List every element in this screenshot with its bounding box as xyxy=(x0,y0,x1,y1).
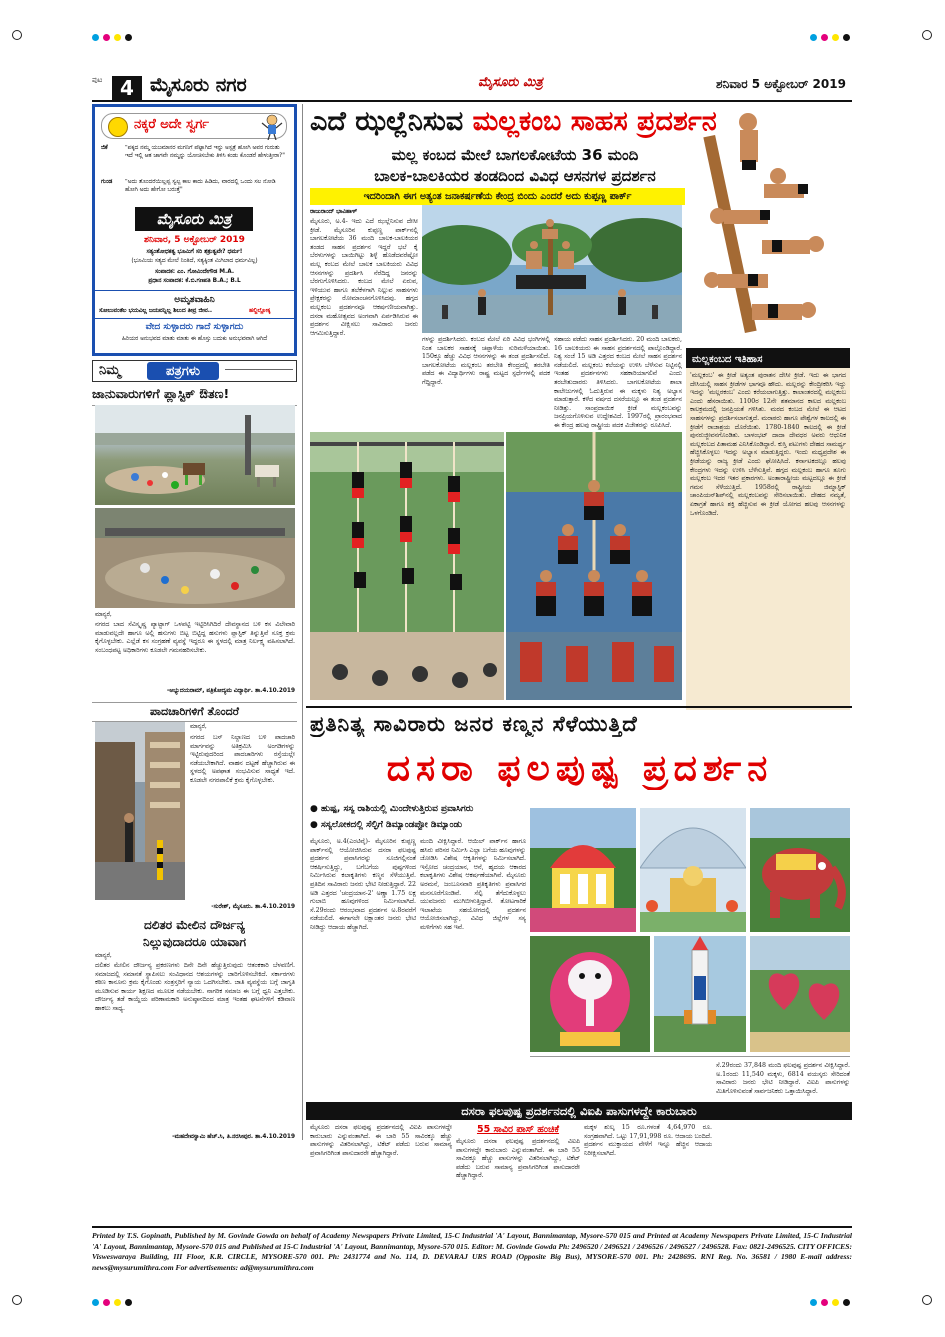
registration-mark xyxy=(12,1295,22,1305)
divider xyxy=(530,1056,850,1057)
vip-body-col-3: ಮಕ್ಕಳ ಶುಲ್ಕ 15 ರೂ.ಗಳಂತೆ 4,64,970 ರೂ. ಸಂಗ್ರಹವಾಗಿದೆ. ಒಟ್ಟು 17,91,998 ರೂ. ಆದಾಯ ಬಂದಿದೆ. ಪ್ರದರ್ಶನ ಮುಕ್ತಾಯದ ವೇಳೆಗೆ ಇನ್ನೂ ಹೆಚ್ಚಿನ ಆದಾಯ ನಿರೀಕ್ಷಿಸಲಾಗಿದೆ. xyxy=(584,1124,712,1157)
amruthavahini-source: ಹಲ್ದಿಲ್ಲೋಕ್ಕ xyxy=(249,308,271,314)
photo-flower-ganesha xyxy=(530,936,650,1052)
color-bar xyxy=(810,1299,850,1306)
section-rule xyxy=(306,706,852,708)
mallakamba-subhead-2: ಬಾಲಕ-ಬಾಲಕಿಯರ ತಂಡದಿಂದ ವಿವಿಧ ಆಸನಗಳ ಪ್ರದರ್ಶನ xyxy=(374,167,656,185)
footer-rule xyxy=(92,1226,852,1228)
masthead-logo: ಮೈಸೂರು ಮಿತ್ರ xyxy=(135,207,253,231)
amruthavahini-line: ಸೋಲುವಂತೆಲ ಭಯವಿಲ್ಲ ಜಯವನ್ನಿಲ್ಲ ಶಿಲುದ ತೀವ್ರ ಜೀವ.. xyxy=(99,308,213,314)
photo-flower-elephant xyxy=(750,808,850,932)
column-separator xyxy=(302,104,303,1140)
divider xyxy=(95,318,294,319)
joke-q-label: ಜಿಕೆ xyxy=(101,145,108,151)
letters-banner-title: ಪತ್ರಗಳು xyxy=(147,362,219,380)
editor-line: ಸಂಪಾದಕ: ಎಂ. ಗೋವಿಂದೇಗೌಡ M.A. xyxy=(154,269,235,275)
amruthavahini-title: ಅಮೃತವಾಹಿನಿ xyxy=(174,295,215,305)
mallakamba-headline xyxy=(310,106,717,138)
color-bar xyxy=(92,34,132,41)
registration-mark xyxy=(922,1295,932,1305)
letter-3-signature: -ಮಹದೇವಸ್ವಾಮಿ ಹೆಚ್.ಸಿ, ತಿ.ನರಸೀಪುರ. ತಾ.4.10.2019 xyxy=(172,1134,295,1140)
joke-title: ನಕ್ಕರೆ ಅದೇ ಸ್ವರ್ಗ xyxy=(134,117,209,132)
photo-cattle-garbage xyxy=(95,405,295,505)
mallakamba-subhead-1: ಮಲ್ಲ ಕಂಬದ ಮೇಲೆ ಬಾಗಲಕೋಟೆಯ 36 ಮಂದಿ xyxy=(391,146,639,164)
letter-1-greeting: ಮಾನ್ಯರೆ, xyxy=(95,612,112,618)
divider xyxy=(95,290,294,291)
masthead-small: ಮೈಸೂರು ಮಿತ್ರ xyxy=(478,75,543,90)
dasara-bullet-1: ● ಹುಷ್ಪ, ಸಸ್ಯ ರಾಶಿಯಲ್ಲಿ ಮಿಂದೇಳುತ್ತಿರುವ ಪ್ರವಾಸಿಗರು xyxy=(310,804,474,814)
dasara-bullet-2: ● ಸಸ್ಯಲೋಕದಲ್ಲಿ ಸೆಲ್ಫಿಗೆ ಡಿಮ್ಯಾಂಡಪ್ಪೋ ಡಿಮ್ಯಾಂಡು xyxy=(310,820,463,830)
photo-flower-pavilion xyxy=(530,808,636,932)
section-title: ಮೈಸೂರು ನಗರ xyxy=(150,74,247,96)
dasara-bullet-2-text: ಸಸ್ಯಲೋಕದಲ್ಲಿ ಸೆಲ್ಫಿಗೆ ಡಿಮ್ಯಾಂಡಪ್ಪೋ ಡಿಮ್ಯಾಂಡು xyxy=(321,820,463,830)
masthead-motto-translation: (ಭೂಮಿಯ ಸತ್ಯದ ಮೇಲೆ ನಿಂತಿದೆ, ಸತ್ಯಕ್ಕಿಂತ ಮಿಗಿಲಾದ ಧರ್ಮವಿಲ್ಲ) xyxy=(131,258,258,264)
letter-3-title-line-1: ದಲಿತರ ಮೇಲಿನ ದೌರ್ಜನ್ಯ xyxy=(144,918,245,932)
letter-3-greeting: ಮಾನ್ಯರೆ, xyxy=(95,953,112,959)
cartoon-figure-icon xyxy=(260,114,284,140)
letter-2-greeting: ಮಾನ್ಯರೆ, xyxy=(190,724,207,730)
banner-line xyxy=(225,369,293,370)
photo-mallakamba-boys-pole xyxy=(688,104,850,344)
registration-mark xyxy=(922,30,932,40)
mallakamba-strap: ಇದರಿಂದಾಗಿ ಈಗ ಅತ್ಯಂತ ಜನಾಕರ್ಷಣೆಯ ಕೇಂದ್ರ ಬಿಂದು ಎಂದರೆ ಅದು ಕುಪ್ಪಣ್ಣ ಪಾರ್ಕ್ xyxy=(310,188,685,205)
issue-date: ಶನಿವಾರ, 5 ಅಕ್ಟೋಬರ್ 2019 xyxy=(144,235,245,245)
letter-3-title-line-2: ನಿಲ್ಲುವುದಾದರೂ ಯಾವಾಗ xyxy=(143,935,246,949)
color-bar xyxy=(92,1299,132,1306)
headline-black-part: ಎದೆ ಝಲ್ಲೆನಿಸುವ xyxy=(310,106,464,137)
mallakamba-byline: ರಾಜುರಾಂದ್ ಭಾವಿಹಾಳ್ xyxy=(310,209,358,215)
letter-2-signature: -ಸುರೇಶ್, ಮೈಸೂರು. ತಾ.4.10.2019 xyxy=(211,904,295,910)
left-masthead-box xyxy=(92,104,297,356)
laughing-face-icon xyxy=(108,117,128,137)
joke-a-label: ಗುಂಡ xyxy=(101,179,113,185)
joke-banner xyxy=(101,113,287,139)
masthead-motto: ಸತ್ಯಂಶೋಧಕತ್ವ ಭೂಮಿಗೆ ಸರಿ ಶತ್ರುತ್ವವೇ? ಧರ್ಮ! xyxy=(146,249,243,255)
history-title: ಮಲ್ಲಕಂಬದ ಇತಿಹಾಸ xyxy=(686,350,850,368)
dasara-kicker: ಪ್ರತಿನಿತ್ಯ ಸಾವಿರಾರು ಜನರ ಕಣ್ಮನ ಸೆಳೆಯುತ್ತಿದೆ xyxy=(310,712,638,736)
dasara-bullet-1-text: ಹುಷ್ಪ, ಸಸ್ಯ ರಾಶಿಯಲ್ಲಿ ಮಿಂದೇಳುತ್ತಿರುವ ಪ್ರವಾಸಿಗರು xyxy=(321,804,474,814)
photo-footpath xyxy=(95,722,185,900)
vip-body-col-2: ಮೈಸೂರು ದಸರಾ ಫಲಪುಷ್ಪ ಪ್ರದರ್ಶನದಲ್ಲಿ ವಿಐಪಿ ಪಾಸುಗಳದ್ದೇ ಕಾರುಬಾರು ಎನ್ನುವಂತಾಗಿದೆ. ಈ ಬಾರಿ 55 ಸಾವಿರಕ್ಕೂ ಹೆಚ್ಚು ಪಾಸುಗಳನ್ನು ವಿತರಿಸಲಾಗಿದ್ದು, ಟಿಕೆಟ್ ಪಡೆದು ಬರುವ ಸಾಮಾನ್ಯ ಪ್ರವಾಸಿಗರಿಗಿಂತ ಪಾಸುದಾರರೇ ಹೆಚ್ಚಾಗಿದ್ದಾರೆ. xyxy=(456,1138,580,1180)
page-date: ಶನಿವಾರ 5 ಅಕ್ಟೋಬರ್ 2019 xyxy=(716,77,846,91)
headline-red-part: ಮಲ್ಲಕಂಬ ಸಾಹಸ ಪ್ರದರ್ಶನ xyxy=(472,106,717,137)
letter-1-body: ನಗರದ ಬಾದ ಸೆವಿಸ್ಕೃಷ್ಣ ಪ್ಯಾಟ್ಟಾಗ್ ಒಳಪಟ್ಟಿ ಇಟ್ಟಿರಿಸಿಗಿದಿರೆ ದೇವಸ್ಥಾನದ ಬಳಿ ಕಸ ವಿಲೇವಾರಿ ಮಾಡುವಲ್ಲದೇ ಹಾಗೂ ಅಲ್ಲಿ ಹಸುಗಳು ಬಿಟ್ಟ ಬಿಟ್ಟಿದ್ದ ಹಸುಗಳು ಪ್ಲಾಸ್ಟಿಕ್ ತಿನ್ನುತ್ತಿವೆ ಸೂಕ್ತ ಕ್ರಮ ಕೈಗೊಳ್ಳಬೇಕು. ಎಲ್ಲೆಡೆ ಕಸ ಸಂಗ್ರಹಣೆ ವ್ಯವಸ್ಥೆ ಇದ್ದರೂ ಈ ಸ್ಥಳದಲ್ಲಿ ಮಾತ್ರ ನಿರ್ಲಕ್ಷ್ಯ ವಹಿಸಲಾಗಿದೆ. ಸಂಬಂಧಪಟ್ಟ ಅಧಿಕಾರಿಗಳು ಕೂಡಲೇ ಗಮನಹರಿಸಬೇಕು. xyxy=(95,621,295,654)
mallakamba-body-col-1: ಮೈಸೂರು, ಅ.4- ಇದು ಎದೆ ಝಲ್ಲೆನಿಸುವ ದೇಸೀ ಕ್ರೀಡೆ. ಮೈಸೂರಿನ ಕುಪ್ಪಣ್ಣ ಪಾರ್ಕ್‌ನಲ್ಲಿ ಬಾಗಲಕೋಟೆಯ 36 ಮಂದಿ ಬಾಲಕ-ಬಾಲಕಿಯರ ತಂಡದ ಸಾಹಸ ಪ್ರದರ್ಶನ ಇದ್ದರೆ ಭಲೆ ಕೈ ಬೆರಳುಗಳನ್ನು ಬಾಯಿಗಿಟ್ಟು ಶಿಳ್ಳೆ ಹೊಡೆದವರೆಷ್ಟೋ ಮಲ್ಲ ಕಂಬದ ಮೇಲೆ ಬಾಲಕ ಬಾಲಕಿಯರು ವಿವಿಧ ಆಸನಗಳನ್ನು ಪ್ರದರ್ಶಿಸಿ ನೆರೆದಿದ್ದ ಜನರನ್ನು ಬೆರಗುಗೊಳಿಸಿದರು. ಕಂಬದ ಮೇಲೆ ಏರುವ, ಇಳಿಯುವ ಹಾಗೂ ತಲೆಕೆಳಗಾಗಿ ನಿಲ್ಲುವ ಸಾಹಸಗಳು ಪ್ರೇಕ್ಷಕರನ್ನು ರೋಮಾಂಚನಗೊಳಿಸಿದವು. ಹಗ್ಗದ ಮಲ್ಲಕಂಬ ಪ್ರದರ್ಶನವೂ ಆಕರ್ಷಣೀಯವಾಗಿತ್ತು. ದಸರಾ ಮಹೋತ್ಸವದ ಅಂಗವಾಗಿ ಏರ್ಪಡಿಸಿರುವ ಈ ಪ್ರದರ್ಶನ ವೀಕ್ಷಿಸಲು ಸಾವಿರಾರು ಜನರು ಆಗಮಿಸುತ್ತಿದ್ದಾರೆ. xyxy=(310,218,418,337)
history-body: 'ಮಲ್ಲಕಂಬ' ಈ ಕ್ರೀಡೆ ಅತ್ಯಂತ ಪುರಾತನ ದೇಸೀ ಕ್ರೀಡೆ. ಇದು ಈ ಭಾಗದ ದೇಸಿಯಲ್ಲಿ ಸಾಹಸ ಕ್ರೀಡೆಗಳ ಭಾಗವೂ ಹೌದು. ಮಲ್ಲರನ್ನು ಕೇಂದ್ರೀಕರಿಸಿ ಇದ್ದು ಇದನ್ನು 'ಮಲ್ಲರಕಂಬ' ಎಂದು ಕರೆಯಲಾಗುತ್ತಿತ್ತು. ಕಾಲಾಂತರದಲ್ಲಿ ಮಲ್ಲಕಂಬ ಎಂದು ಹೆಸರಾಯಿತು. 1100ರ 12ನೇ ಶತಮಾನದ ಕಾಲದ ಮಲ್ಲಕಂಬ ಕಾಲಕ್ರಮದಲ್ಲಿ ಜನಪ್ರಿಯತೆ ಗಳಿಸಿತು. ಮರದ ಕಂಬದ ಮೇಲೆ ಈ ಆಟದ ಸಾಹಸಗಳನ್ನು ಪ್ರದರ್ಶಿಸಲಾಗುತ್ತದೆ. ಮರಾಠರು ಹಾಗೂ ಪೇಶ್ವೆಗಳ ಕಾಲದಲ್ಲಿ ಈ ಕ್ರೀಡೆಗೆ ರಾಜಾಶ್ರಯ ದೊರೆಯಿತು. 1780-1840 ಕಾಲದಲ್ಲಿ ಈ ಕ್ರೀಡೆ ಪುನರುಜ್ಜೀವನಗೊಂಡಿತು. ಬಾಳಂಭಟ್ ದಾದಾ ದೇವಧರ ಅವರು ಆಧುನಿಕ ಮಲ್ಲಕಂಬದ ಪಿತಾಮಹ ಎನಿಸಿಕೊಂಡಿದ್ದಾರೆ. ಕುಸ್ತಿ ಪಟುಗಳು ದೇಹದ ಸಾಮರ್ಥ್ಯ ಹೆಚ್ಚಿಸಿಕೊಳ್ಳಲು ಇದನ್ನು ಅಭ್ಯಾಸ ಮಾಡುತ್ತಿದ್ದರು. ಇಂದು ಮಧ್ಯಪ್ರದೇಶ ಈ ಕ್ರೀಡೆಯನ್ನು ರಾಜ್ಯ ಕ್ರೀಡೆ ಎಂದು ಘೋಷಿಸಿದೆ. ಕರ್ನಾಟಕದಲ್ಲೂ ಹಲವು ಕೇಂದ್ರಗಳು ಇದನ್ನು ಉಳಿಸಿ ಬೆಳೆಸುತ್ತಿವೆ. ಹಗ್ಗದ ಮಲ್ಲಕಂಬ ಹಾಗೂ ತೂಗು ಮಲ್ಲಕಂಬ ಇದರ ಇತರ ಪ್ರಕಾರಗಳು. ಅಂತಾರಾಷ್ಟ್ರೀಯ ಮಟ್ಟದಲ್ಲೂ ಈ ಕ್ರೀಡೆ ಗಮನ ಸೆಳೆಯುತ್ತಿದೆ. 1958ರಲ್ಲಿ ರಾಷ್ಟ್ರೀಯ ಜಿಮ್ನಾಸ್ಟಿಕ್ ಚಾಂಪಿಯನ್‌ಶಿಪ್‌ನಲ್ಲಿ ಮಲ್ಲಕಂಬವನ್ನು ಸೇರಿಸಲಾಯಿತು. ದೇಹದ ನಮ್ಯತೆ, ಏಕಾಗ್ರತೆ ಹಾಗೂ ಶಕ್ತಿ ಹೆಚ್ಚಿಸುವ ಈ ಕ್ರೀಡೆ ಯೋಗದ ಹಲವು ಆಸನಗಳನ್ನು ಒಳಗೊಂಡಿದೆ. xyxy=(690,372,846,517)
vip-subhead: 55 ಸಾವಿರ ಪಾಸ್ ಹಂಚಿಕೆ xyxy=(476,1124,560,1135)
letters-banner xyxy=(92,360,297,382)
header-rule xyxy=(92,100,852,102)
photo-mallakamba-pyramid xyxy=(422,205,682,333)
dasara-body-col-1: ಮೈಸೂರು, ಅ.4(ಎಂಟಿವೈ)- ಮೈಸೂರಿನ ಕುಪ್ಪಣ್ಣ ಪಾರ್ಕ್‌ನಲ್ಲಿ ಆಯೋಜಿಸಿರುವ ದಸರಾ ಫಲಪುಷ್ಪ ಪ್ರದರ್ಶನ ಪ್ರವಾಸಿಗರನ್ನು ಸೂಜಿಗಲ್ಲಿನಂತೆ ಆಕರ್ಷಿಸುತ್ತಿದ್ದು, ಬಗೆಬಗೆಯ ಪುಷ್ಪಗಳಿಂದ ನಿರ್ಮಿಸಿರುವ ಕಲಾಕೃತಿಗಳು ಕಣ್ಮನ ಸೆಳೆಯುತ್ತಿವೆ. ಪ್ರತಿದಿನ ಸಾವಿರಾರು ಜನರು ಭೇಟಿ ನೀಡುತ್ತಿದ್ದಾರೆ. 22 ಅಡಿ ಎತ್ತರದ 'ಚಂದ್ರಯಾನ-2' ಅಣ್ಣಾ 1.75 ಲಕ್ಷ ಗುಲಾಬಿ ಹೂವುಗಳಿಂದ ನಿರ್ಮಿಸಲಾಗಿದೆ. ಸೆ.29ರಂದು ಆರಂಭವಾದ ಪ್ರದರ್ಶನ ಅ.8ರವರೆಗೆ ನಡೆಯಲಿದೆ. ಈಗಾಗಲೇ ಲಕ್ಷಾಂತರ ಜನರು ಭೇಟಿ ನೀಡಿದ್ದು ಆದಾಯ ಹೆಚ್ಚಾಗಿದೆ. xyxy=(310,838,416,931)
page-number: 4 xyxy=(112,76,142,100)
mallakamba-body-col-2: ಗಳನ್ನು ಪ್ರದರ್ಶಿಸಿದರು. ಕಂಬದ ಮೇಲೆ ಏರಿ ವಿವಿಧ ಭಂಗಿಗಳಲ್ಲಿ ನಿಂತ ಬಾಲಕರ ಸಾಹಸಕ್ಕೆ ಚಪ್ಪಾಳೆಯ ಸುರಿಮಳೆಯಾಯಿತು. 150ಕ್ಕೂ ಹೆಚ್ಚು ವಿವಿಧ ಆಸನಗಳನ್ನು ಈ ತಂಡ ಪ್ರದರ್ಶಿಸಲಿದೆ. ಬಾಗಲಕೋಟೆಯ ಮಲ್ಲಕಂಬ ತರಬೇತಿ ಕೇಂದ್ರದಲ್ಲಿ ತರಬೇತಿ ಪಡೆದ ಈ ವಿದ್ಯಾರ್ಥಿಗಳು ರಾಷ್ಟ್ರ ಮಟ್ಟದ ಸ್ಪರ್ಧೆಗಳಲ್ಲಿ ಪದಕ ಗೆದ್ದಿದ್ದಾರೆ. xyxy=(422,336,550,386)
page-label: ಪುಟ xyxy=(92,76,103,84)
registration-mark xyxy=(12,30,22,40)
color-bar xyxy=(810,34,850,41)
dasara-body-col-2: ಮಂದಿ ವೀಕ್ಷಿಸಿದ್ದಾರೆ. ಆಯಿಲ್ ಪಾರ್ಕ್‌ನ ಹಾಗೂ ಹಸಿರು ಪರಿಸರ ನಿರ್ಮಿಸಿ ಎಲ್ಲಾ ಬಗೆಯ ಹೂವುಗಳನ್ನು ಜೋಡಿಸಿ ವಿಶೇಷ ಆಕೃತಿಗಳನ್ನು ನಿರ್ಮಿಸಲಾಗಿದೆ. ಇಸ್ರೋದ ಚಂದ್ರಯಾನ, ಆನೆ, ಹೃದಯ ಆಕಾರದ ಕಲಾಕೃತಿಗಳು ವಿಶೇಷ ಆಕರ್ಷಣೆಯಾಗಿವೆ. ಮೈಸೂರು ಅರಮನೆ, ಜಂಬೂಸವಾರಿ ಪ್ರತಿಕೃತಿಗಳು ಪ್ರವಾಸಿಗರ ಮನಸೂರೆಗೊಂಡಿವೆ. ಸೆಲ್ಫಿ ತೆಗೆದುಕೊಳ್ಳಲು ಯುವಜನರು ಮುಗಿಬೀಳುತ್ತಿದ್ದಾರೆ. ತೋಟಗಾರಿಕೆ ಇಲಾಖೆಯ ಸಹಯೋಗದಲ್ಲಿ ಪ್ರದರ್ಶನ ಆಯೋಜಿಸಲಾಗಿದ್ದು, ವಿವಿಧ ಜಿಲ್ಲೆಗಳ ಸಸ್ಯ ಮಳಿಗೆಗಳು ಸಹ ಇವೆ. xyxy=(420,838,526,931)
vip-body-col-1: ಮೈಸೂರು ದಸರಾ ಫಲಪುಷ್ಪ ಪ್ರದರ್ಶನದಲ್ಲಿ ವಿಐಪಿ ಪಾಸುಗಳದ್ದೇ ಕಾರುಬಾರು ಎನ್ನುವಂತಾಗಿದೆ. ಈ ಬಾರಿ 55 ಸಾವಿರಕ್ಕೂ ಹೆಚ್ಚು ಪಾಸುಗಳನ್ನು ವಿತರಿಸಲಾಗಿದ್ದು, ಟಿಕೆಟ್ ಪಡೆದು ಬರುವ ಸಾಮಾನ್ಯ ಪ್ರವಾಸಿಗರಿಗಿಂತ ಪಾಸುದಾರರೇ ಹೆಚ್ಚಾಗಿದ್ದಾರೆ. xyxy=(310,1124,452,1157)
mallakamba-history-box xyxy=(686,348,850,710)
photo-flower-hearts xyxy=(750,936,850,1052)
letters-banner-prefix: ನಿಮ್ಮ xyxy=(99,363,121,378)
mallakamba-body-col-3a: ಸಹಾಯ ಪಡೆದು ಸಾಹಸ ಪ್ರದರ್ಶಿಸಿದರು. 20 ಮಂದಿ ಬಾಲಕರು, 16 ಬಾಲಕಿಯರು ಈ ಸಾಹಸ ಪ್ರದರ್ಶನದಲ್ಲಿ ಪಾಲ್ಗೊಂಡಿದ್ದಾರೆ. ನಿತ್ಯ ಸಂಜೆ 15 ಅಡಿ ಎತ್ತರದ ಕಂಬದ ಮೇಲೆ ಸಾಹಸ ಪ್ರದರ್ಶನ ನಡೆಯಲಿದೆ. ಮಲ್ಲಕಂಬ ಕಲೆಯನ್ನು ಉಳಿಸಿ ಬೆಳೆಸುವ ನಿಟ್ಟಿನಲ್ಲಿ ಇಂತಹ ಪ್ರದರ್ಶನಗಳು ಸಹಕಾರಿಯಾಗಲಿವೆ ಎಂದು ತರಬೇತುದಾರರು ತಿಳಿಸಿದರು. ಬಾಗಲಕೋಟೆಯ ಶಾಲಾ ಕಾಲೇಜುಗಳಲ್ಲಿ ಓದುತ್ತಿರುವ ಈ ಮಕ್ಕಳು ನಿತ್ಯ ಅಭ್ಯಾಸ ಮಾಡುತ್ತಾರೆ. ಕಳೆದ ವರ್ಷದ ದಸರೆಯಲ್ಲೂ ಈ ತಂಡ ಪ್ರದರ್ಶನ ನೀಡಿತ್ತು. ಸಾಂಪ್ರದಾಯಿಕ ಕ್ರೀಡೆ ಮಲ್ಲಕಂಬವನ್ನು ಜನಪ್ರಿಯಗೊಳಿಸುವ ಉದ್ದೇಶವಿದೆ. 1997ರಲ್ಲಿ ಪ್ರಾರಂಭವಾದ ಈ ಕೇಂದ್ರ ಹಲವು ರಾಷ್ಟ್ರೀಯ ಪದಕ ವಿಜೇತರನ್ನು ರೂಪಿಸಿದೆ. xyxy=(554,336,682,429)
letter-1-signature: -ಅಭ್ಯುದಯರಾಮ್, ಪತ್ರಿಕೋದ್ಯಮ ವಿದ್ಯಾರ್ಥಿ. ತಾ.4.10.2019 xyxy=(166,688,295,694)
photo-flower-dome xyxy=(640,808,746,932)
vip-body-col-4: ಸೆ.29ರಂದು 37,848 ಮಂದಿ ಫಲಪುಷ್ಪ ಪ್ರದರ್ಶನ ವೀಕ್ಷಿಸಿದ್ದಾರೆ. ಅ.1ರಂದು 11,540 ಮಕ್ಕಳು, 6814 ವಯಸ್ಕರು ಸೇರಿದಂತೆ ಸಾವಿರಾರು ಜನರು ಭೇಟಿ ನೀಡಿದ್ದಾರೆ. ವಿಐಪಿ ಪಾಸುಗಳನ್ನು ಮಿತಿಗೊಳಿಸುವಂತೆ ಸಾರ್ವಜನಿಕರು ಒತ್ತಾಯಿಸಿದ್ದಾರೆ. xyxy=(716,1062,850,1095)
letter-1-title: ಜಾನುವಾರುಗಳಿಗೆ ಪ್ಲಾಸ್ಟಿಕ್ ಔತಣ! xyxy=(92,386,297,406)
proverb: ವೇದ ಸುಳ್ಳಾದರು ಗಾದೆ ಸುಳ್ಳಾಗದು xyxy=(145,322,244,332)
letter-2-body: ನಗರದ ಬಸ್ ನಿಲ್ದಾಣದ ಬಳಿ ಪಾದಚಾರಿ ಮಾರ್ಗವನ್ನು ಅತಿಕ್ರಮಿಸಿ ಅಂಗಡಿಗಳನ್ನು ಇಟ್ಟಿರುವುದರಿಂದ ಪಾದಚಾರಿಗಳು ರಸ್ತೆಯಲ್ಲೇ ನಡೆಯಬೇಕಾಗಿದೆ. ವಾಹನ ದಟ್ಟಣೆ ಹೆಚ್ಚಾಗಿರುವ ಈ ಸ್ಥಳದಲ್ಲಿ ಅಪಘಾತ ಸಂಭವಿಸುವ ಸಾಧ್ಯತೆ ಇದೆ. ಕೂಡಲೇ ನಗರಪಾಲಿಕೆ ಕ್ರಮ ಕೈಗೊಳ್ಳಬೇಕು. xyxy=(190,734,295,784)
dasara-headline: ದಸರಾ ಫಲಪುಷ್ಪ ಪ್ರದರ್ಶನ xyxy=(386,748,774,789)
letter-3-body: ದಲಿತರ ಮೇಲಿನ ದೌರ್ಜನ್ಯ ಪ್ರಕರಣಗಳು ದಿನೇ ದಿನೇ ಹೆಚ್ಚುತ್ತಿರುವುದು ಆತಂಕಕಾರಿ ಬೆಳವಣಿಗೆ. ಸಮಾಜದಲ್ಲಿ ಸಮಾನತೆ ಸ್ಥಾಪಿಸಲು ಸಂವಿಧಾನದ ಆಶಯಗಳನ್ನು ಜಾರಿಗೊಳಿಸಬೇಕಿದೆ. ಸರ್ಕಾರಗಳು ಕಠಿಣ ಕಾನೂನು ಕ್ರಮ ಕೈಗೊಂಡು ಸಂತ್ರಸ್ತರಿಗೆ ನ್ಯಾಯ ಒದಗಿಸಬೇಕು. ಜಾತಿ ವ್ಯವಸ್ಥೆಯ ಬಗ್ಗೆ ಜಾಗೃತಿ ಮೂಡಿಸುವ ಕಾರ್ಯ ಶಿಕ್ಷಣದ ಮೂಲಕ ನಡೆಯಬೇಕು. ನಾಗರಿಕ ಸಮಾಜ ಈ ಬಗ್ಗೆ ಧ್ವನಿ ಎತ್ತಬೇಕು. ದೌರ್ಜನ್ಯ ತಡೆ ಕಾಯ್ದೆಯ ಪರಿಣಾಮಕಾರಿ ಅನುಷ್ಠಾನದಿಂದ ಮಾತ್ರ ಇಂತಹ ಘಟನೆಗಳಿಗೆ ಕಡಿವಾಣ ಹಾಕಲು ಸಾಧ್ಯ. xyxy=(95,962,295,1012)
photo-girls-formation xyxy=(506,432,682,700)
photo-garbage-heap xyxy=(95,508,295,608)
proverb-meaning: ಹಿರಿಯರ ಅನುಭವದ ಮಾತು ಮಾತು ಈ ಹೊಸ್ತು ಬದುಕು ಅನುಭವವಾಗಿ ಆಗಿದೆ xyxy=(121,336,268,342)
photo-rope-mallakamba-girls xyxy=(310,432,504,700)
footer-imprint: Printed by T.S. Gopinath, Published by M. Govinde Gowda on behalf of Academy Newspapers Private Limited, 15-C Industrial 'A' Layout, Bannimantap, Mysore-570 015 and Printed at Academy Newspapers Private Limited, 15-C Industrial 'A' Layout, Bannimantap, Mysore-570 015 and Published at 15-C Industrial 'A' Layout, Bannimantap, Mysore-570 015. Editor: M. Govinde Gowda Ph: 2496520 / 2496521 / 2496526 / 2496527 / 2496528. Fax: 0821-2496525. CITY OFFICES: Visweswaraya Building, III Floor, K.R. CIRCLE, MYSORE-570 001. Ph: 2431774 and No. 114, D. DEVARAJ URS ROAD (Opposite Big Bus), MYSORE-570 001. Ph: 2428695. RNI Reg. No. 36581 / 1980 E-mail address: news@mysurumithra.com For advertisements: ad@mysurumithra.com xyxy=(92,1231,852,1272)
joke-a-text: "ಅದು ತೊಂದರೆಯಿಲ್ಲಪ್ಪ ಸ್ವಲ್ಪ ಕಾಲ ಕಾದು ಹಿಡಿದು, ವಾರದಲ್ಲಿ ಒಂದು ಸಲ ನೋಡಿ ಹೋಗಿ ಅದು ಹೇಗೋ ಬರುತ್ತೆ" xyxy=(125,179,276,193)
vip-pass-headline: ದಸರಾ ಫಲಪುಷ್ಪ ಪ್ರದರ್ಶನದಲ್ಲಿ ವಿಐಪಿ ಪಾಸುಗಳದ್ದೇ ಕಾರುಬಾರು xyxy=(306,1102,852,1120)
letter-2-title: ಪಾದಚಾರಿಗಳಿಗೆ ತೊಂದರೆ xyxy=(92,702,297,722)
photo-flower-isro-rocket xyxy=(654,936,746,1052)
chief-editor-line: ಪ್ರಧಾನ ಸಂಪಾದಕ: ಕೆ.ಬಿ.ಗಣಪತಿ B.A.; B.L xyxy=(148,278,241,284)
joke-q-text: "ಪಕ್ಕದ ನಮ್ಮ ಯಜಮಾನರ ಮಗನಿಗೆ ಪೆಟ್ಟಾಗಿದೆ ಇನ್ನು ಅಸ್ಪತ್ರೆ ಹೋಗಿ ಅವರ ಗುರುತು ಇದೆ ಇಲ್ಲಿ ಆತ ಜಾಗವೇ ನಮ್ಮನ್ನು ಯೋಚಿಸಬೇಕು ತಿಳಿಸಿ ಕಂಡು ಕೊಂಡರೆ ಹೇಳುತ್ತೀರಾ?" xyxy=(125,145,285,159)
